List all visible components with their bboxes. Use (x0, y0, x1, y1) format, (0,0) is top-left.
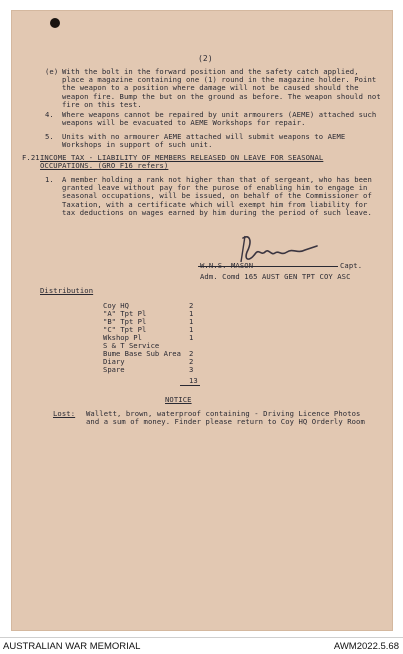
signer-rank: Capt. (340, 261, 363, 270)
page-number: (2) (198, 54, 213, 63)
paragraph-text: Where weapons cannot be repaired by unit armourers (AEME) attached such weapons will be evacuated to AEME Workshops for repair. (62, 110, 377, 128)
distribution-title: Distribution (40, 286, 94, 295)
notice-title: NOTICE (165, 395, 192, 404)
distribution-total: 13 (189, 376, 198, 385)
paragraph-text: With the bolt in the forward position and the safety catch applied, place a magazine containing one (1) round in the magazine holder. Point the weapon to a position where damage will not be caused should the weapon fire. Bump the but on the ground as before. The weapon should not fire on this test. (62, 67, 381, 109)
total-rule (180, 385, 200, 386)
paragraph-marker: (e) (45, 67, 59, 76)
section-code: F.21 (22, 153, 40, 162)
paragraph-marker: 4. (45, 110, 54, 119)
footer-source: AUSTRALIAN WAR MEMORIAL (3, 641, 141, 652)
signer-name: W.N.S. MASON (200, 261, 254, 270)
section-f21 (22, 154, 377, 170)
section-heading: INCOME TAX - LIABILITY OF MEMBERS RELEASED ON LEAVE FOR SEASONAL OCCUPATIONS. (GRO F16 refers) (40, 153, 324, 171)
signer-unit: Adm. Comd 165 AUST GEN TPT COY ASC (200, 272, 351, 281)
lost-text: Wallett, brown, waterproof containing - Driving Licence Photos and a sum of money. Finder please return to Coy HQ Orderly Room (86, 409, 365, 427)
lost-label: Lost: (53, 409, 76, 418)
paragraph-e (45, 68, 385, 109)
paragraph-text: Units with no armourer AEME attached will submit weapons to AEME Workshops in support of such unit. (62, 132, 346, 150)
footer-bar (0, 637, 403, 654)
paragraph-marker: 5. (45, 132, 54, 141)
footer-accession: AWM2022.5.68 (333, 641, 399, 652)
paragraph-text: A member holding a rank not higher than that of sergeant, who has been granted leave without pay for the purose of enabling him to engage in seasonal occupations, will be issued, on behalf of the Commissioner of Taxation, with a certificate which will exempt him from liability for tax deductions on wages earned by him during the period of such leave. (62, 175, 372, 217)
paragraph-4 (45, 111, 385, 127)
paragraph-5 (45, 133, 385, 149)
paragraph-marker: 1. (45, 175, 54, 184)
punch-hole (50, 18, 60, 28)
paragraph-1 (45, 176, 375, 217)
